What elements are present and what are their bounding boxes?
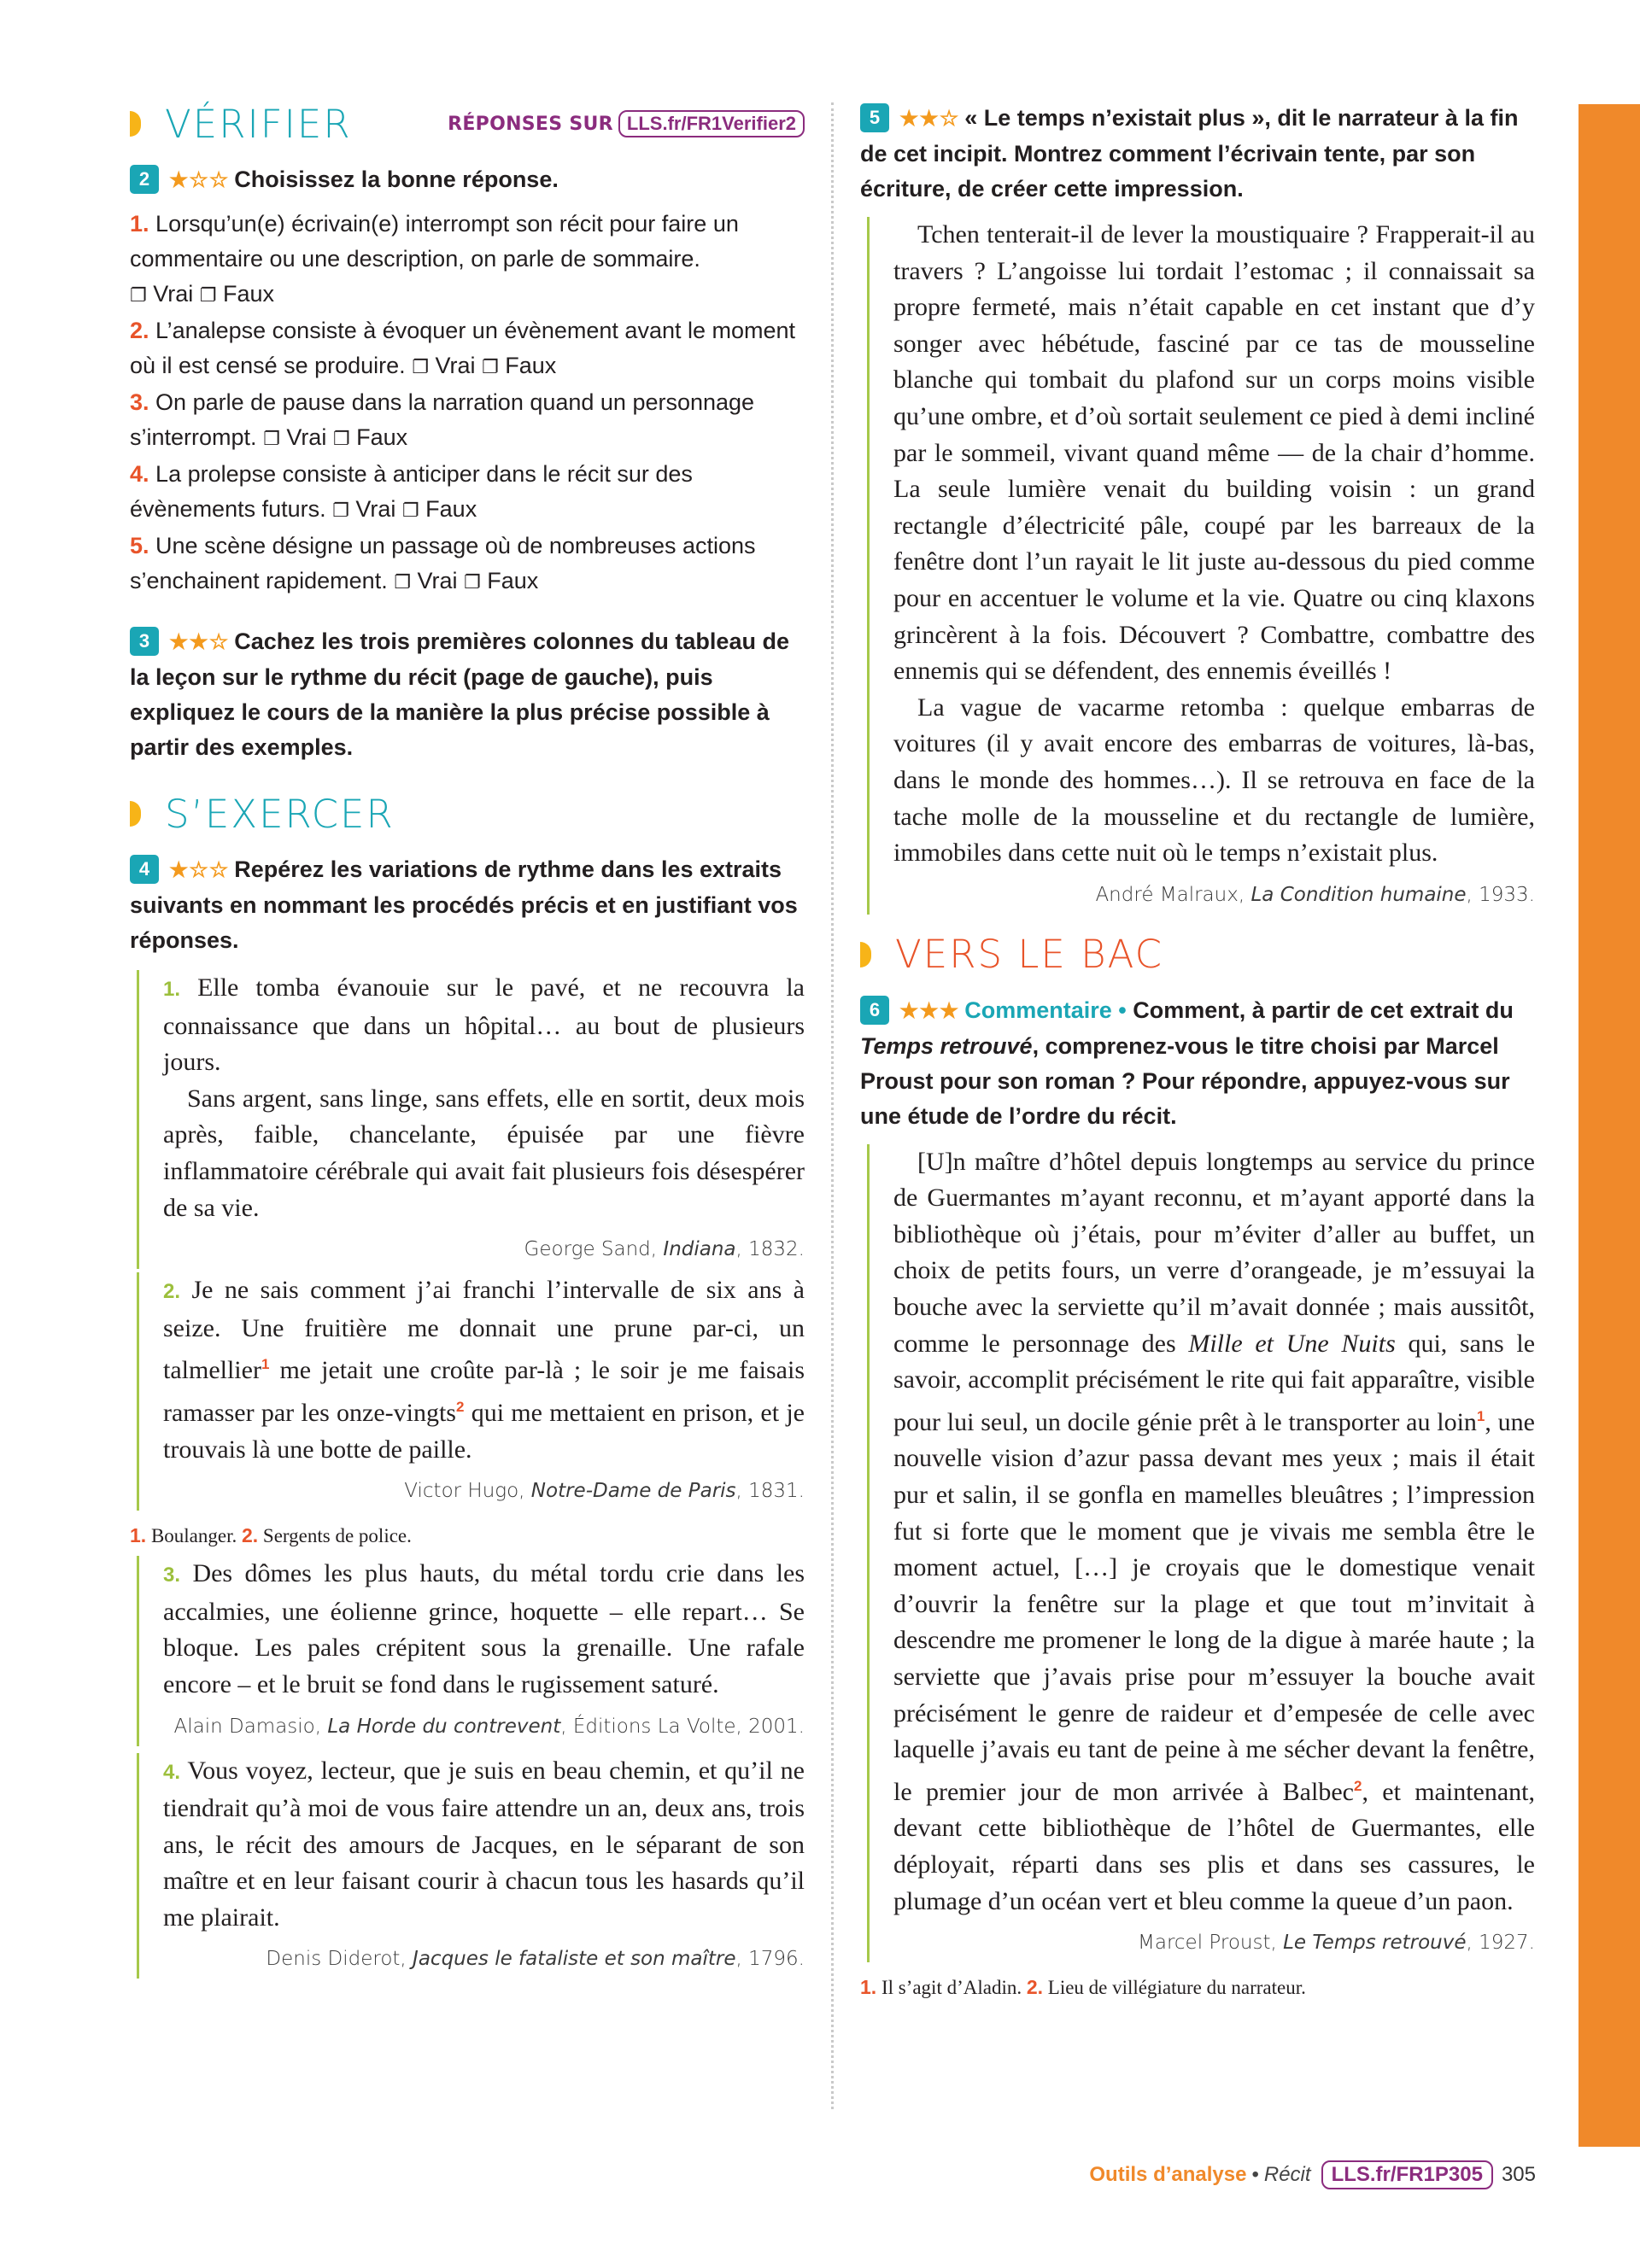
extract-text — [163, 1753, 805, 1937]
extract-text — [163, 970, 805, 1081]
checkbox-icon[interactable]: ❐ — [130, 285, 147, 307]
question-text: On parle de pause dans la narration quand un personnage s’interrompt. — [130, 389, 755, 450]
author: Denis Diderot, — [266, 1948, 407, 1971]
extract-text — [893, 217, 1535, 690]
footnote-text: Boulanger. — [150, 1525, 237, 1547]
author: George Sand, — [524, 1238, 658, 1261]
option-vrai: Vrai — [153, 281, 194, 307]
extract-paragraph: , et maintenant, devant cette bibliothèque de l’hôtel de Guermantes, elle déployait, réparti dans ses plis et dans ses cassures, le plumage d’un océan vert et bleu comme la queue d’un paon. — [893, 1777, 1535, 1915]
exercise-number: 4 — [130, 855, 159, 884]
column-divider — [831, 102, 834, 2109]
exercise-2-header — [130, 162, 805, 198]
question-item — [130, 529, 805, 600]
extract-attribution — [893, 1932, 1535, 1962]
date: , 1927. — [1466, 1932, 1535, 1955]
work-title: Le Temps retrouvé — [1283, 1932, 1467, 1955]
footnote-text: Lieu de villégiature du narrateur. — [1047, 1977, 1306, 1999]
section-title: VÉRIFIER — [165, 101, 352, 147]
extract-1 — [137, 970, 805, 1269]
option-faux: Faux — [505, 353, 557, 378]
footnote-number: 1. — [860, 1976, 877, 1999]
option-faux: Faux — [356, 424, 408, 450]
chapter-tab — [1578, 104, 1640, 2147]
exercise-type: Commentaire — [964, 997, 1112, 1023]
work-title: Temps retrouvé — [860, 1032, 1033, 1059]
date: , 1796. — [735, 1948, 805, 1971]
exercise-instruction: Cachez les trois premières colonnes du tableau de la leçon sur le rythme du récit (page de gauche), puis expliquez le cours de la manière la plus précise possible à partir des exemples. — [130, 628, 789, 760]
left-column — [130, 101, 805, 1979]
extract-paragraph: [U]n maître d’hôtel depuis longtemps au service du prince de Guermantes m’ayant reconnu, et m’ayant apporté dans la bibliothèque où j’étais, pour m’éviter d’aller au buffet, un choix de petits fours, un verre d’orangeade, je m’essuyai la bouche avec la serviette qu’il m’avait donnée ; mais aussitôt, comme le personnage des — [893, 1147, 1535, 1358]
checkbox-icon[interactable]: ❐ — [401, 500, 419, 522]
checkbox-icon[interactable]: ❐ — [394, 572, 411, 593]
exercise-number: 5 — [860, 103, 889, 132]
author: Marcel Proust, — [1138, 1932, 1277, 1955]
option-vrai: Vrai — [355, 496, 396, 522]
exercise-number: 3 — [130, 627, 159, 656]
footnote-ref: 2 — [455, 1398, 465, 1415]
exercise-instruction: Repérez les variations de rythme dans les extraits suivants en nommant les procédés précis et en justifiant vos réponses. — [130, 856, 798, 953]
section-exercer-header — [130, 791, 805, 837]
extract-attribution — [893, 884, 1535, 915]
difficulty-stars-icon: ★☆☆ — [169, 168, 230, 192]
footer-section: Récit — [1263, 2163, 1311, 2186]
footer-link[interactable]: LLS.fr/FR1P305 — [1321, 2160, 1493, 2189]
date: , 1832. — [735, 1238, 805, 1261]
author: Victor Hugo, — [404, 1480, 525, 1503]
extract-attribution — [163, 1238, 805, 1269]
extract-4 — [137, 1753, 805, 1979]
section-marker-icon — [130, 801, 141, 827]
exercise-6-header — [860, 993, 1535, 1134]
extract-paragraph: Tchen tenterait-il de lever la moustiquaire ? Frapperait-il au travers ? L’angoisse lui tordait l’estomac ; il connaissait sa propre fermeté, mais n’était capable en cet instant que d’y songer avec hébétude, fasciné par ce tas de mousseline blanche qui tombait du plafond sur un corps moins visible qu’une ombre, et d’où sortait seulement ce pied à demi incliné par le sommeil, vivant quand même — de la chair d’homme. La seule lumière venait du building voisin : un grand rectangle d’électricité pâle, coupé par les barreaux de la fenêtre dont l’un rayait le lit juste au-dessous du pied comme pour en accentuer le volume et la vie. Quatre ou cinq klaxons grincèrent à la fois. Découvert ? Combattre, combattre des ennemis qui se défendent, des ennemis éveillés ! — [893, 220, 1535, 686]
work-title: Notre-Dame de Paris — [530, 1480, 736, 1503]
footnotes — [860, 1976, 1535, 1999]
extract-number: 3. — [163, 1564, 181, 1587]
question-text: Lorsqu’un(e) écrivain(e) interrompt son récit pour faire un commentaire ou une description, on parle de sommaire. — [130, 211, 739, 272]
extract-number: 4. — [163, 1760, 181, 1784]
exercise-2-questions — [130, 207, 805, 600]
question-item — [130, 385, 805, 457]
section-title: VERS LE BAC — [895, 932, 1164, 978]
exercise-instruction: , comprenez-vous le titre choisi par Marcel Proust pour son roman ? Pour répondre, appuyez-vous sur une étude de l’ordre du récit. — [860, 1032, 1510, 1129]
extract-attribution — [163, 1480, 805, 1511]
checkbox-icon[interactable]: ❐ — [199, 285, 217, 307]
exercise-number: 6 — [860, 996, 889, 1025]
extract-text — [163, 1081, 805, 1226]
footnote-number: 1. — [130, 1524, 147, 1547]
footnote-number: 2. — [1026, 1976, 1044, 1999]
option-faux: Faux — [487, 568, 539, 593]
checkbox-icon[interactable]: ❐ — [464, 572, 481, 593]
footnote-text: Il s’agit d’Aladin. — [881, 1977, 1022, 1999]
footnote-ref: 1 — [261, 1356, 270, 1373]
extract-3 — [137, 1556, 805, 1745]
work-title: Mille et Une Nuits — [1188, 1329, 1396, 1358]
checkbox-icon[interactable]: ❐ — [332, 429, 350, 450]
exercise-instruction: « Le temps n’existait plus », dit le narrateur à la fin de cet incipit. Montrez comment l’écrivain tente, par son écriture, de créer cette impression. — [860, 105, 1519, 202]
footnote-number: 2. — [241, 1524, 259, 1547]
section-title: S’EXERCER — [165, 791, 395, 837]
exercise-5-header — [860, 101, 1535, 207]
extract-number: 1. — [163, 978, 181, 1001]
section-bac-header — [860, 932, 1535, 978]
date: , 1831. — [735, 1480, 805, 1503]
extract-malraux — [867, 217, 1535, 915]
question-number: 5. — [130, 533, 149, 558]
extract-attribution — [163, 1716, 805, 1746]
extract-paragraph: La vague de vacarme retomba : quelque embarras de voitures (il y avait encore des embarras de voitures, là-bas, dans le monde des hommes…). Il se retrouva en face de la tache molle de la mousseline et du rectangle de lumière, immobiles dans cette nuit où le temps n’existait plus. — [893, 693, 1535, 868]
extract-paragraph: me jetait une croûte par-là ; le soir je me faisais ramasser par les onze-vingts — [163, 1356, 805, 1427]
footer-separator: • — [1251, 2163, 1259, 2186]
answers-link-group[interactable] — [448, 110, 805, 137]
question-item — [130, 457, 805, 529]
extract-paragraph: Des dômes les plus hauts, du métal tordu crie dans les accalmies, une éolienne grince, hoquette – elle repart… Se bloque. Les pales crépitent sous la grenaille. Une rafale encore – et le bruit se fond dans le rugissement saturé. — [163, 1559, 805, 1698]
exercise-instruction: Choisissez la bonne réponse. — [234, 167, 559, 192]
section-marker-icon — [130, 111, 141, 137]
author: Alain Damasio, — [173, 1715, 322, 1738]
separator: • — [1111, 997, 1133, 1023]
extract-text — [893, 690, 1535, 872]
extract-text — [893, 1144, 1535, 1920]
extract-paragraph: qui, sans le savoir, accomplit précisément le rite qui fait apparaître, visible pour lui seul, un docile génie prêt à le transporter au loin — [893, 1329, 1536, 1436]
checkbox-icon[interactable]: ❐ — [412, 357, 429, 378]
extract-paragraph: , une nouvelle vision d’azur passa devant mes yeux ; mais il était pur et salin, il se gonfla en mamelles bleuâtres ; l’impression fut si forte que le moment que je vivais me sembla être le moment actuel, […] je croyais que le domestique venait d’ouvrir la fenêtre sur la plage et que tout m’invitait à descendre me promener le long de la digue à marée haute ; la serviette que j’avais prise pour m’essuyer la bouche avait précisément le genre de raideur et d’empesée de celle avec laquelle j’avais eu tant de peine à me sécher devant la fenêtre, le premier jour de mon arrivée à Balbec — [893, 1407, 1535, 1806]
right-column — [860, 101, 1535, 1999]
extract-attribution — [163, 1948, 805, 1979]
option-faux: Faux — [425, 496, 477, 522]
exercise-4-header — [130, 852, 805, 958]
date: , 1933. — [1466, 883, 1535, 906]
extract-text — [163, 1556, 805, 1703]
extract-number: 2. — [163, 1280, 181, 1304]
difficulty-stars-icon: ★★☆ — [899, 107, 960, 131]
extract-paragraph: Vous voyez, lecteur, que je suis en beau chemin, et qu’il ne tiendrait qu’à moi de vous faire attendre un an, deux ans, trois ans, le récit des amours de Jacques, en le séparant de son maître et en leur faisant courir à chacun tous les hasards qu’il me plairait. — [163, 1756, 805, 1932]
question-item — [130, 207, 805, 313]
question-text: Une scène désigne un passage où de nombreuses actions s’enchainent rapidement. — [130, 533, 756, 593]
question-number: 4. — [130, 461, 149, 487]
difficulty-stars-icon: ★★☆ — [169, 630, 230, 654]
question-number: 3. — [130, 389, 149, 415]
date: , Éditions La Volte, 2001. — [560, 1715, 805, 1738]
exercise-instruction: Comment, à partir de cet extrait du — [1133, 997, 1514, 1023]
footnotes — [130, 1524, 805, 1547]
option-vrai: Vrai — [286, 424, 327, 450]
option-vrai: Vrai — [417, 568, 458, 593]
extract-proust — [867, 1144, 1535, 1962]
extract-2 — [137, 1272, 805, 1511]
work-title: La Horde du contrevent — [327, 1715, 561, 1738]
extract-text — [163, 1272, 805, 1468]
extract-paragraph: qui me mettaient en prison, et je trouvais là une botte de paille. — [163, 1398, 805, 1464]
question-number: 1. — [130, 211, 149, 237]
extract-paragraph: Elle tomba évanouie sur le pavé, et ne recouvra la connaissance que dans un hôpital… au bout de plusieurs jours. — [163, 973, 805, 1077]
work-title: Indiana — [663, 1238, 736, 1261]
footnote-ref: 1 — [1476, 1407, 1485, 1424]
checkbox-icon[interactable]: ❐ — [481, 357, 499, 378]
checkbox-icon[interactable]: ❐ — [332, 500, 349, 522]
difficulty-stars-icon: ★☆☆ — [169, 858, 230, 882]
exercise-number: 2 — [130, 165, 159, 194]
footnote-text: Sergents de police. — [262, 1525, 412, 1547]
section-verifier-header — [130, 101, 805, 147]
footer-chapter: Outils d’analyse — [1089, 2163, 1247, 2186]
question-number: 2. — [130, 318, 149, 343]
work-title: Jacques le fataliste et son maître — [413, 1948, 736, 1971]
extract-paragraph: Je ne sais comment j’ai franchi l’intervalle de six ans à seize. Une fruitière me donnait une prune par-ci, un talmellier — [163, 1276, 805, 1385]
answers-label: RÉPONSES SUR — [448, 113, 613, 135]
author: André Malraux, — [1095, 883, 1245, 906]
page-number: 305 — [1501, 2163, 1536, 2186]
option-faux: Faux — [223, 281, 275, 307]
difficulty-stars-icon: ★★★ — [899, 998, 960, 1023]
answers-link[interactable]: LLS.fr/FR1Verifier2 — [618, 110, 805, 137]
footnote-ref: 2 — [1353, 1777, 1362, 1794]
question-text: La prolepse consiste à anticiper dans le récit sur des évènements futurs. — [130, 461, 693, 522]
option-vrai: Vrai — [435, 353, 476, 378]
question-item — [130, 313, 805, 385]
section-marker-icon — [860, 942, 871, 967]
work-title: La Condition humaine — [1250, 883, 1467, 906]
checkbox-icon[interactable]: ❐ — [263, 429, 280, 450]
page-footer — [1089, 2160, 1536, 2189]
extract-paragraph: Sans argent, sans linge, sans effets, elle en sortit, deux mois après, faible, chancelante, épuisée par une fièvre inflammatoire cérébrale qui avait fait plusieurs fois désespérer de sa vie. — [163, 1084, 805, 1222]
exercise-3-header — [130, 624, 805, 765]
question-text: L’analepse consiste à évoquer un évènement avant le moment où il est censé se produire. — [130, 318, 796, 378]
